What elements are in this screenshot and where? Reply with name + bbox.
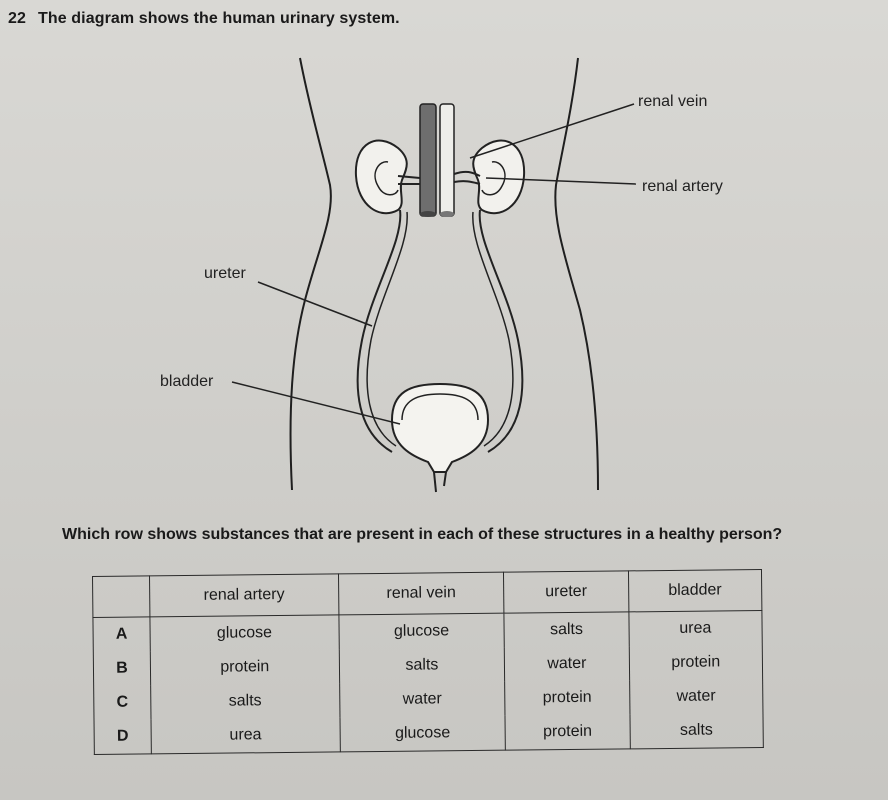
right-kidney [473, 141, 524, 214]
table-cell: protein [629, 645, 763, 680]
header-bladder: bladder [628, 569, 762, 611]
label-renal-vein: renal vein [638, 93, 708, 110]
row-key: B [93, 651, 150, 686]
table-cell: salts [339, 648, 505, 684]
table-row[interactable] [94, 713, 763, 755]
table-cell: salts [630, 713, 764, 749]
label-renal-artery: renal artery [642, 178, 723, 195]
table-cell: salts [151, 683, 340, 719]
bladder-leader [232, 382, 400, 424]
row-key: A [93, 617, 150, 652]
table-cell: water [339, 682, 505, 718]
renal-vein-leader [470, 104, 634, 158]
header-ureter: ureter [504, 571, 629, 613]
question-number: 22 [8, 10, 26, 27]
aorta [440, 104, 454, 216]
table-cell: glucose [339, 613, 505, 649]
table-cell: protein [150, 649, 339, 685]
header-renal-artery: renal artery [150, 574, 339, 617]
table-header-row [93, 569, 762, 617]
row-key: D [94, 719, 151, 754]
table-cell: glucose [340, 716, 506, 752]
bladder-shape [392, 384, 488, 472]
table-cell: protein [505, 680, 630, 715]
table-cell: glucose [150, 615, 339, 651]
urethra [434, 472, 446, 492]
label-bladder: bladder [160, 373, 214, 390]
row-key: C [94, 685, 151, 720]
table-cell: protein [505, 714, 630, 750]
table-cell: urea [151, 717, 340, 753]
question-text: The diagram shows the human urinary system. [38, 10, 400, 27]
table-cell: salts [504, 612, 629, 648]
label-ureter: ureter [204, 265, 246, 282]
answer-table [92, 569, 764, 755]
table-corner-cell [93, 576, 150, 618]
ureter-leader [258, 282, 372, 326]
question-prompt: Which row shows substances that are present in each of these structures in a healthy person? [62, 526, 783, 543]
table-cell: urea [629, 610, 763, 646]
table-cell: water [629, 679, 763, 714]
aorta-end [440, 211, 454, 217]
vena-cava [420, 104, 436, 216]
body-outline-left [291, 58, 331, 490]
header-renal-vein: renal vein [338, 572, 504, 615]
table-cell: water [504, 646, 629, 681]
vena-cava-end [420, 211, 436, 217]
